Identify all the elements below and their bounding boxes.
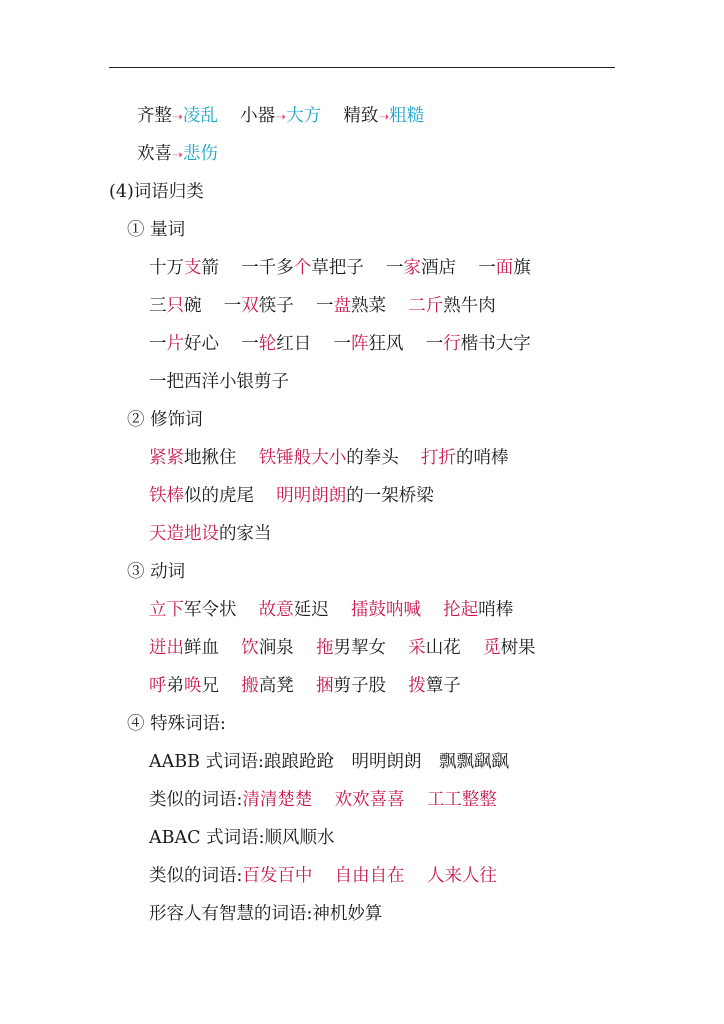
arrow-right-icon: ➝ (172, 110, 183, 125)
section-title: (4)词语归类 (109, 182, 204, 202)
measure-word: 只 (166, 296, 184, 316)
measure-row-2: 三只碗 一双筷子 一盘熟菜 二斤熟牛肉 (149, 296, 496, 316)
measure-word: 盘 (333, 296, 352, 316)
verb-row-3: 呼弟唤兄 搬高凳 捆剪子股 拨簟子 (149, 676, 461, 696)
antonym-word: 欢喜 (137, 144, 172, 164)
arrow-right-icon: ➝ (172, 148, 183, 163)
special-heading: ④ 特殊词语: (127, 714, 226, 734)
antonym-word: 精致 (343, 106, 379, 126)
antonym-opposite: 粗糙 (389, 106, 425, 126)
antonym-word: 小器 (240, 106, 276, 126)
antonym-opposite: 凌乱 (182, 106, 218, 126)
antonym-opposite: 大方 (286, 106, 322, 126)
verb-heading: ③ 动词 (127, 562, 186, 582)
modifier-heading: ② 修饰词 (127, 410, 203, 430)
antonym-word: 齐整 (137, 106, 172, 126)
measure-row-4: 一把西洋小银剪子 (149, 372, 289, 392)
measure-word: 个 (293, 258, 312, 278)
top-rule (109, 67, 615, 68)
antonym-row-1 (137, 108, 424, 126)
arrow-right-icon: ➝ (378, 110, 390, 125)
antonym-opposite: 悲伤 (182, 144, 218, 164)
measure-word: 斤 (425, 296, 444, 316)
measure-row-3: 一片好心 一轮红日 一阵狂风 一行楷书大字 (149, 334, 531, 354)
verb-row-2: 迸出鲜血 饮涧泉 拖男挈女 采山花 觅树果 (149, 638, 536, 658)
modifier-row-3: 天造地设的家当 (149, 524, 272, 544)
measure-word: 阵 (351, 334, 369, 354)
measure-word: 双 (241, 296, 259, 316)
aabb-similar-line: 类似的词语:清清楚楚 欢欢喜喜 工工整整 (149, 790, 497, 810)
wisdom-line: 形容人有智慧的词语:神机妙算 (149, 904, 383, 924)
measure-word: 支 (184, 258, 202, 278)
measure-word: 轮 (258, 334, 277, 354)
modifier-row-2: 铁棒似的虎尾 明明朗朗的一架桥梁 (149, 486, 434, 506)
measure-word: 片 (166, 334, 184, 354)
measure-word: 面 (495, 258, 514, 278)
antonym-row-2 (137, 146, 218, 164)
verb-row-1: 立下军令状 故意延迟 擂鼓呐喊 抡起哨棒 (149, 600, 514, 620)
abac-similar-line: 类似的词语:百发百中 自由自在 人来人往 (149, 866, 497, 886)
aabb-line: AABB 式词语:踉踉跄跄 明明朗朗 飘飘飖飖 (149, 752, 509, 772)
measure-word: 家 (403, 258, 422, 278)
modifier-row-1: 紧紧地揪住 铁锤般大小的拳头 打折的哨棒 (149, 448, 509, 468)
abac-line: ABAC 式词语:顺风顺水 (149, 828, 335, 848)
measure-row-1: 十万支箭 一千多个草把子 一家酒店 一面旗 (149, 258, 531, 278)
measure-heading: ① 量词 (127, 220, 186, 240)
arrow-right-icon: ➝ (275, 110, 287, 125)
measure-word: 行 (443, 334, 461, 354)
